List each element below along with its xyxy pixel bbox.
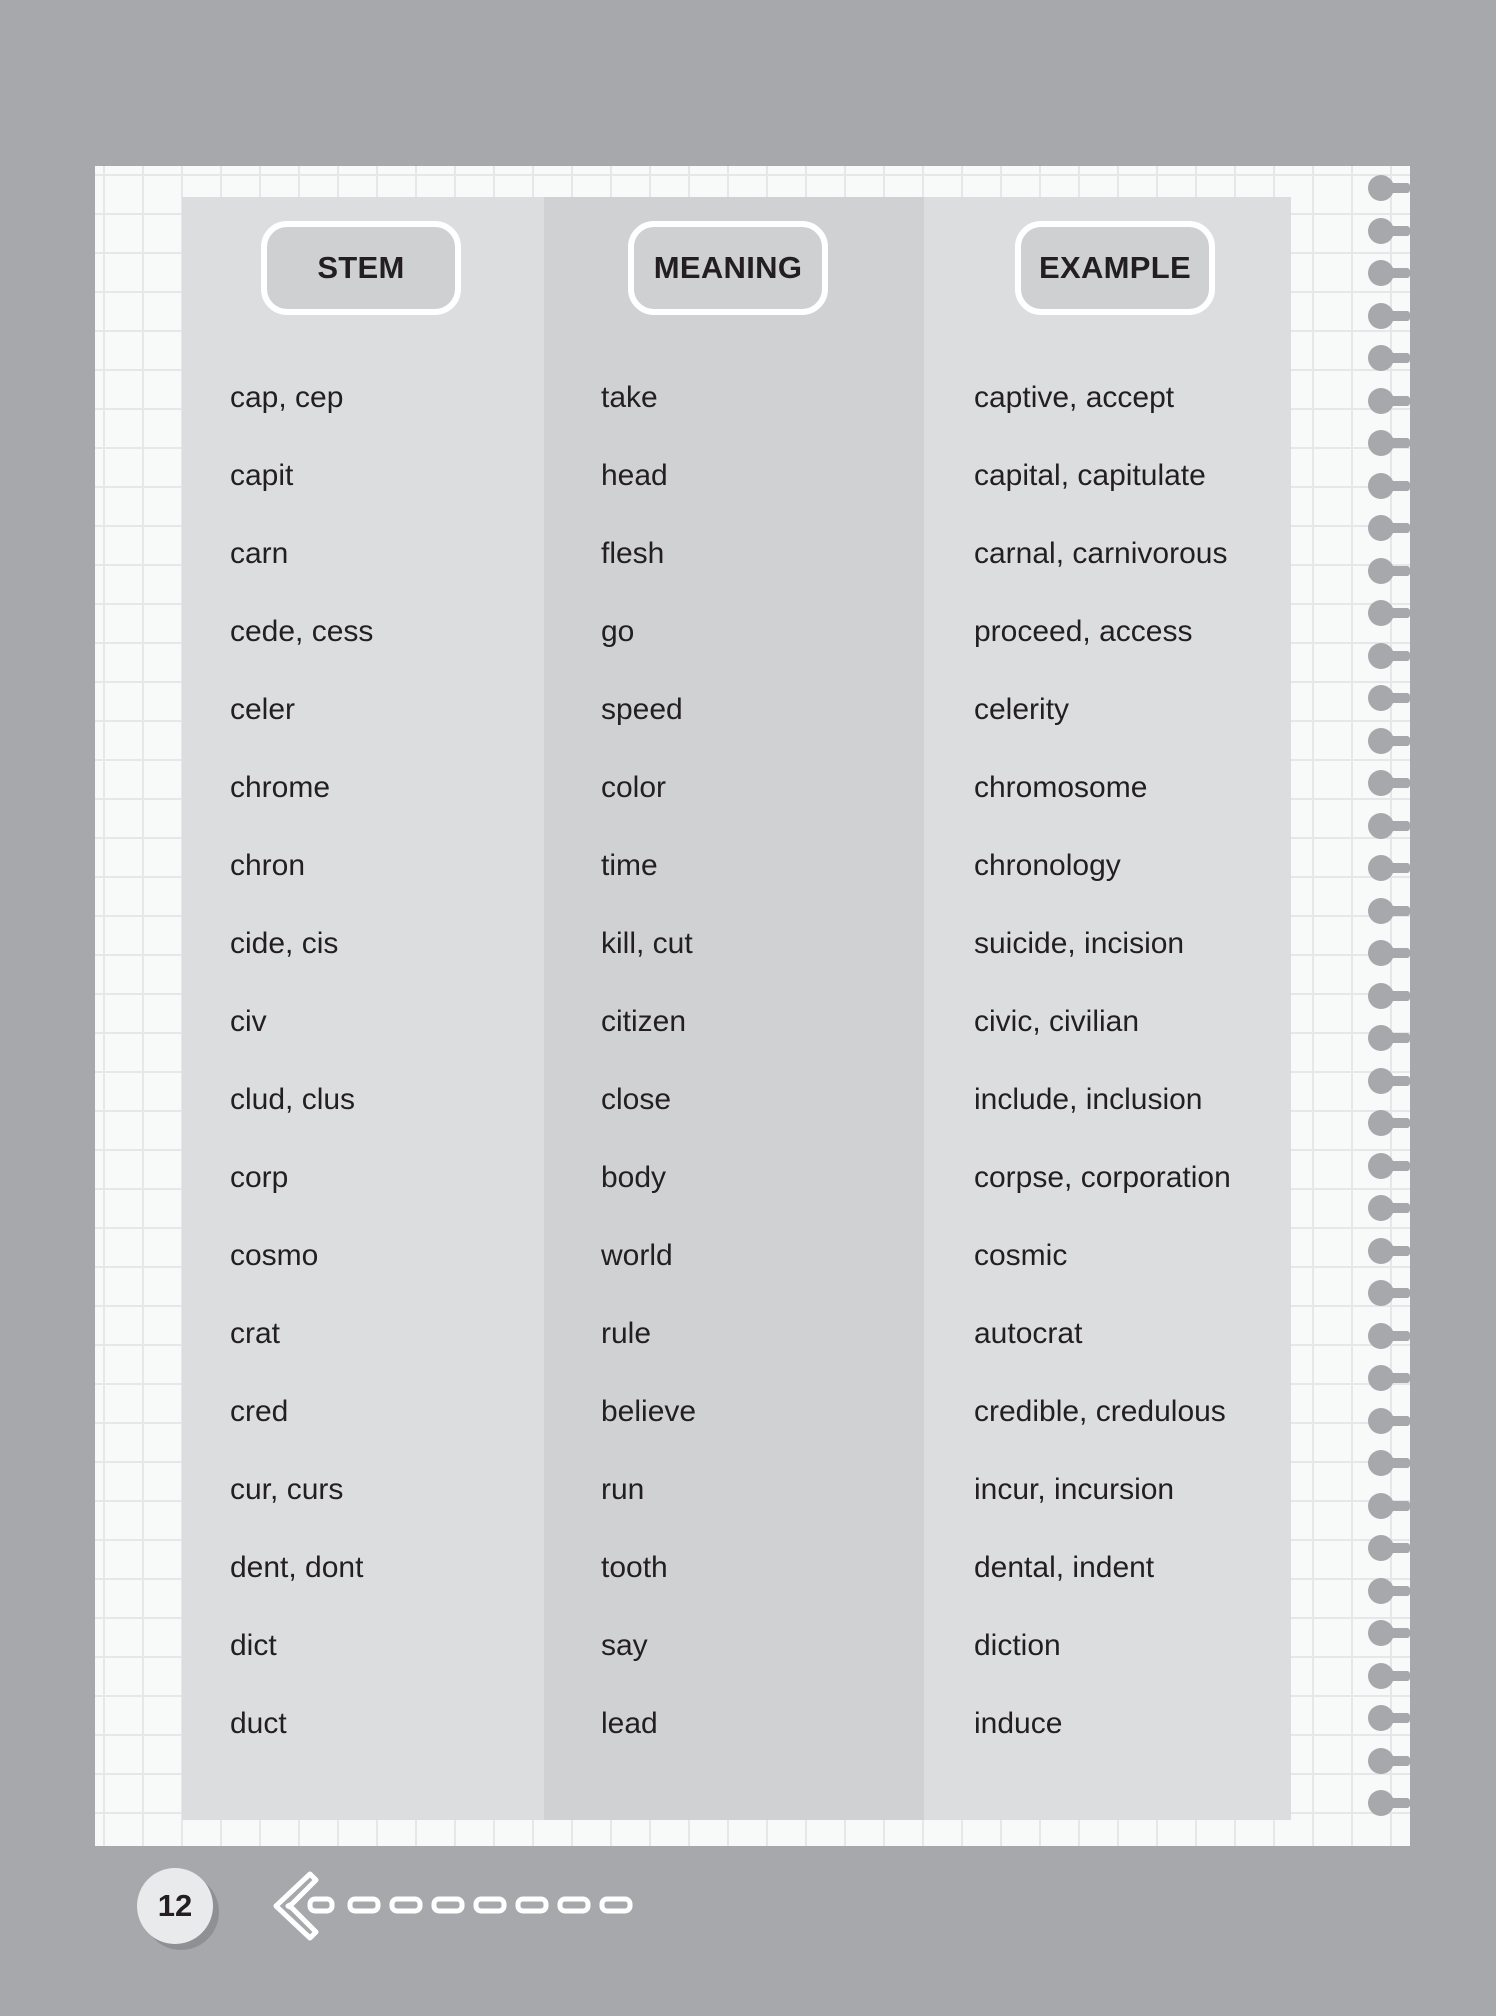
meaning-cells xyxy=(544,380,924,1784)
meaning-header: MEANING xyxy=(628,221,828,315)
stem-cell: civ xyxy=(230,1005,267,1038)
example-cell: dental, indent xyxy=(974,1551,1155,1584)
spiral-ring xyxy=(1368,1153,1410,1179)
example-cell: autocrat xyxy=(974,1317,1083,1350)
stem-cell: celer xyxy=(230,693,296,726)
meaning-cell: close xyxy=(601,1083,672,1116)
stem-cell: chrome xyxy=(230,771,331,804)
stem-cell: clud, clus xyxy=(230,1083,356,1116)
spiral-ring xyxy=(1368,728,1410,754)
spiral-ring xyxy=(1368,1323,1410,1349)
meaning-cell: take xyxy=(601,381,658,414)
example-cells xyxy=(924,380,1291,1784)
spiral-ring xyxy=(1368,898,1410,924)
word-stem-table xyxy=(182,197,1291,1820)
meaning-cell: kill, cut xyxy=(601,927,693,960)
example-cell: celerity xyxy=(974,693,1070,726)
stem-cell: cred xyxy=(230,1395,289,1428)
stem-header: STEM xyxy=(261,221,461,315)
page-number: 12 xyxy=(137,1868,213,1944)
spiral-ring xyxy=(1368,983,1410,1009)
meaning-cell: speed xyxy=(601,693,683,726)
spiral-ring xyxy=(1368,770,1410,796)
stem-cells xyxy=(182,380,544,1784)
spiral-ring xyxy=(1368,1365,1410,1391)
spiral-ring xyxy=(1368,260,1410,286)
example-cell: cosmic xyxy=(974,1239,1068,1272)
spiral-ring xyxy=(1368,1110,1410,1136)
spiral-ring xyxy=(1368,1195,1410,1221)
meaning-cell: world xyxy=(601,1239,673,1272)
spiral-ring xyxy=(1368,1493,1410,1519)
stem-cell: chron xyxy=(230,849,306,882)
spiral-ring xyxy=(1368,1238,1410,1264)
meaning-cell: time xyxy=(601,849,658,882)
stem-cell: corp xyxy=(230,1161,289,1194)
stem-cell: capit xyxy=(230,459,294,492)
spiral-ring xyxy=(1368,600,1410,626)
example-cell: induce xyxy=(974,1707,1063,1740)
spiral-ring xyxy=(1368,473,1410,499)
example-cell: chronology xyxy=(974,849,1121,882)
spiral-ring xyxy=(1368,388,1410,414)
spiral-ring xyxy=(1368,515,1410,541)
example-cell: proceed, access xyxy=(974,615,1193,648)
example-cell: include, inclusion xyxy=(974,1083,1203,1116)
meaning-cell: say xyxy=(601,1629,648,1662)
meaning-cell: rule xyxy=(601,1317,652,1350)
spiral-ring xyxy=(1368,558,1410,584)
meaning-cell: believe xyxy=(601,1395,697,1428)
example-cell: capital, capitulate xyxy=(974,459,1206,492)
example-cell: civic, civilian xyxy=(974,1005,1140,1038)
meaning-cell: tooth xyxy=(601,1551,668,1584)
spiral-ring xyxy=(1368,1025,1410,1051)
spiral-ring xyxy=(1368,813,1410,839)
meaning-cell: color xyxy=(601,771,667,804)
stem-cell: cosmo xyxy=(230,1239,319,1272)
stem-cell: cur, curs xyxy=(230,1473,344,1506)
spiral-ring xyxy=(1368,1450,1410,1476)
stem-cell: dict xyxy=(230,1629,277,1662)
spiral-ring xyxy=(1368,303,1410,329)
example-header: EXAMPLE xyxy=(1015,221,1215,315)
dashed-left-arrow-icon xyxy=(270,1868,650,1948)
spiral-ring xyxy=(1368,1535,1410,1561)
spiral-ring xyxy=(1368,1748,1410,1774)
stem-column xyxy=(182,197,544,1820)
spiral-ring xyxy=(1368,430,1410,456)
notebook-spiral-icon xyxy=(1368,175,1412,1835)
example-cell: incur, incursion xyxy=(974,1473,1175,1506)
stem-cell: crat xyxy=(230,1317,281,1350)
spiral-ring xyxy=(1368,1578,1410,1604)
spiral-ring xyxy=(1368,1663,1410,1689)
example-cell: captive, accept xyxy=(974,381,1175,414)
spiral-ring xyxy=(1368,1620,1410,1646)
example-cell: chromosome xyxy=(974,771,1148,804)
meaning-cell: body xyxy=(601,1161,667,1194)
spiral-ring xyxy=(1368,1280,1410,1306)
spiral-ring xyxy=(1368,1705,1410,1731)
meaning-column xyxy=(544,197,924,1820)
stem-cell: carn xyxy=(230,537,289,570)
spiral-ring xyxy=(1368,940,1410,966)
meaning-cell: head xyxy=(601,459,668,492)
spiral-ring xyxy=(1368,175,1410,201)
spiral-ring xyxy=(1368,685,1410,711)
spiral-ring xyxy=(1368,855,1410,881)
stem-cell: dent, dont xyxy=(230,1551,364,1584)
stem-cell: cap, cep xyxy=(230,381,344,414)
spiral-ring xyxy=(1368,218,1410,244)
example-column xyxy=(924,197,1291,1820)
meaning-cell: go xyxy=(601,615,635,648)
stem-cell: duct xyxy=(230,1707,287,1740)
spiral-ring xyxy=(1368,643,1410,669)
spiral-ring xyxy=(1368,345,1410,371)
spiral-ring xyxy=(1368,1790,1410,1816)
example-cell: credible, credulous xyxy=(974,1395,1226,1428)
spiral-ring xyxy=(1368,1068,1410,1094)
example-cell: corpse, corporation xyxy=(974,1161,1231,1194)
stem-cell: cede, cess xyxy=(230,615,374,648)
example-cell: carnal, carnivorous xyxy=(974,537,1228,570)
meaning-cell: lead xyxy=(601,1707,658,1740)
meaning-cell: flesh xyxy=(601,537,665,570)
meaning-cell: run xyxy=(601,1473,645,1506)
meaning-cell: citizen xyxy=(601,1005,687,1038)
spiral-ring xyxy=(1368,1408,1410,1434)
example-cell: diction xyxy=(974,1629,1061,1662)
stem-cell: cide, cis xyxy=(230,927,339,960)
example-cell: suicide, incision xyxy=(974,927,1185,960)
